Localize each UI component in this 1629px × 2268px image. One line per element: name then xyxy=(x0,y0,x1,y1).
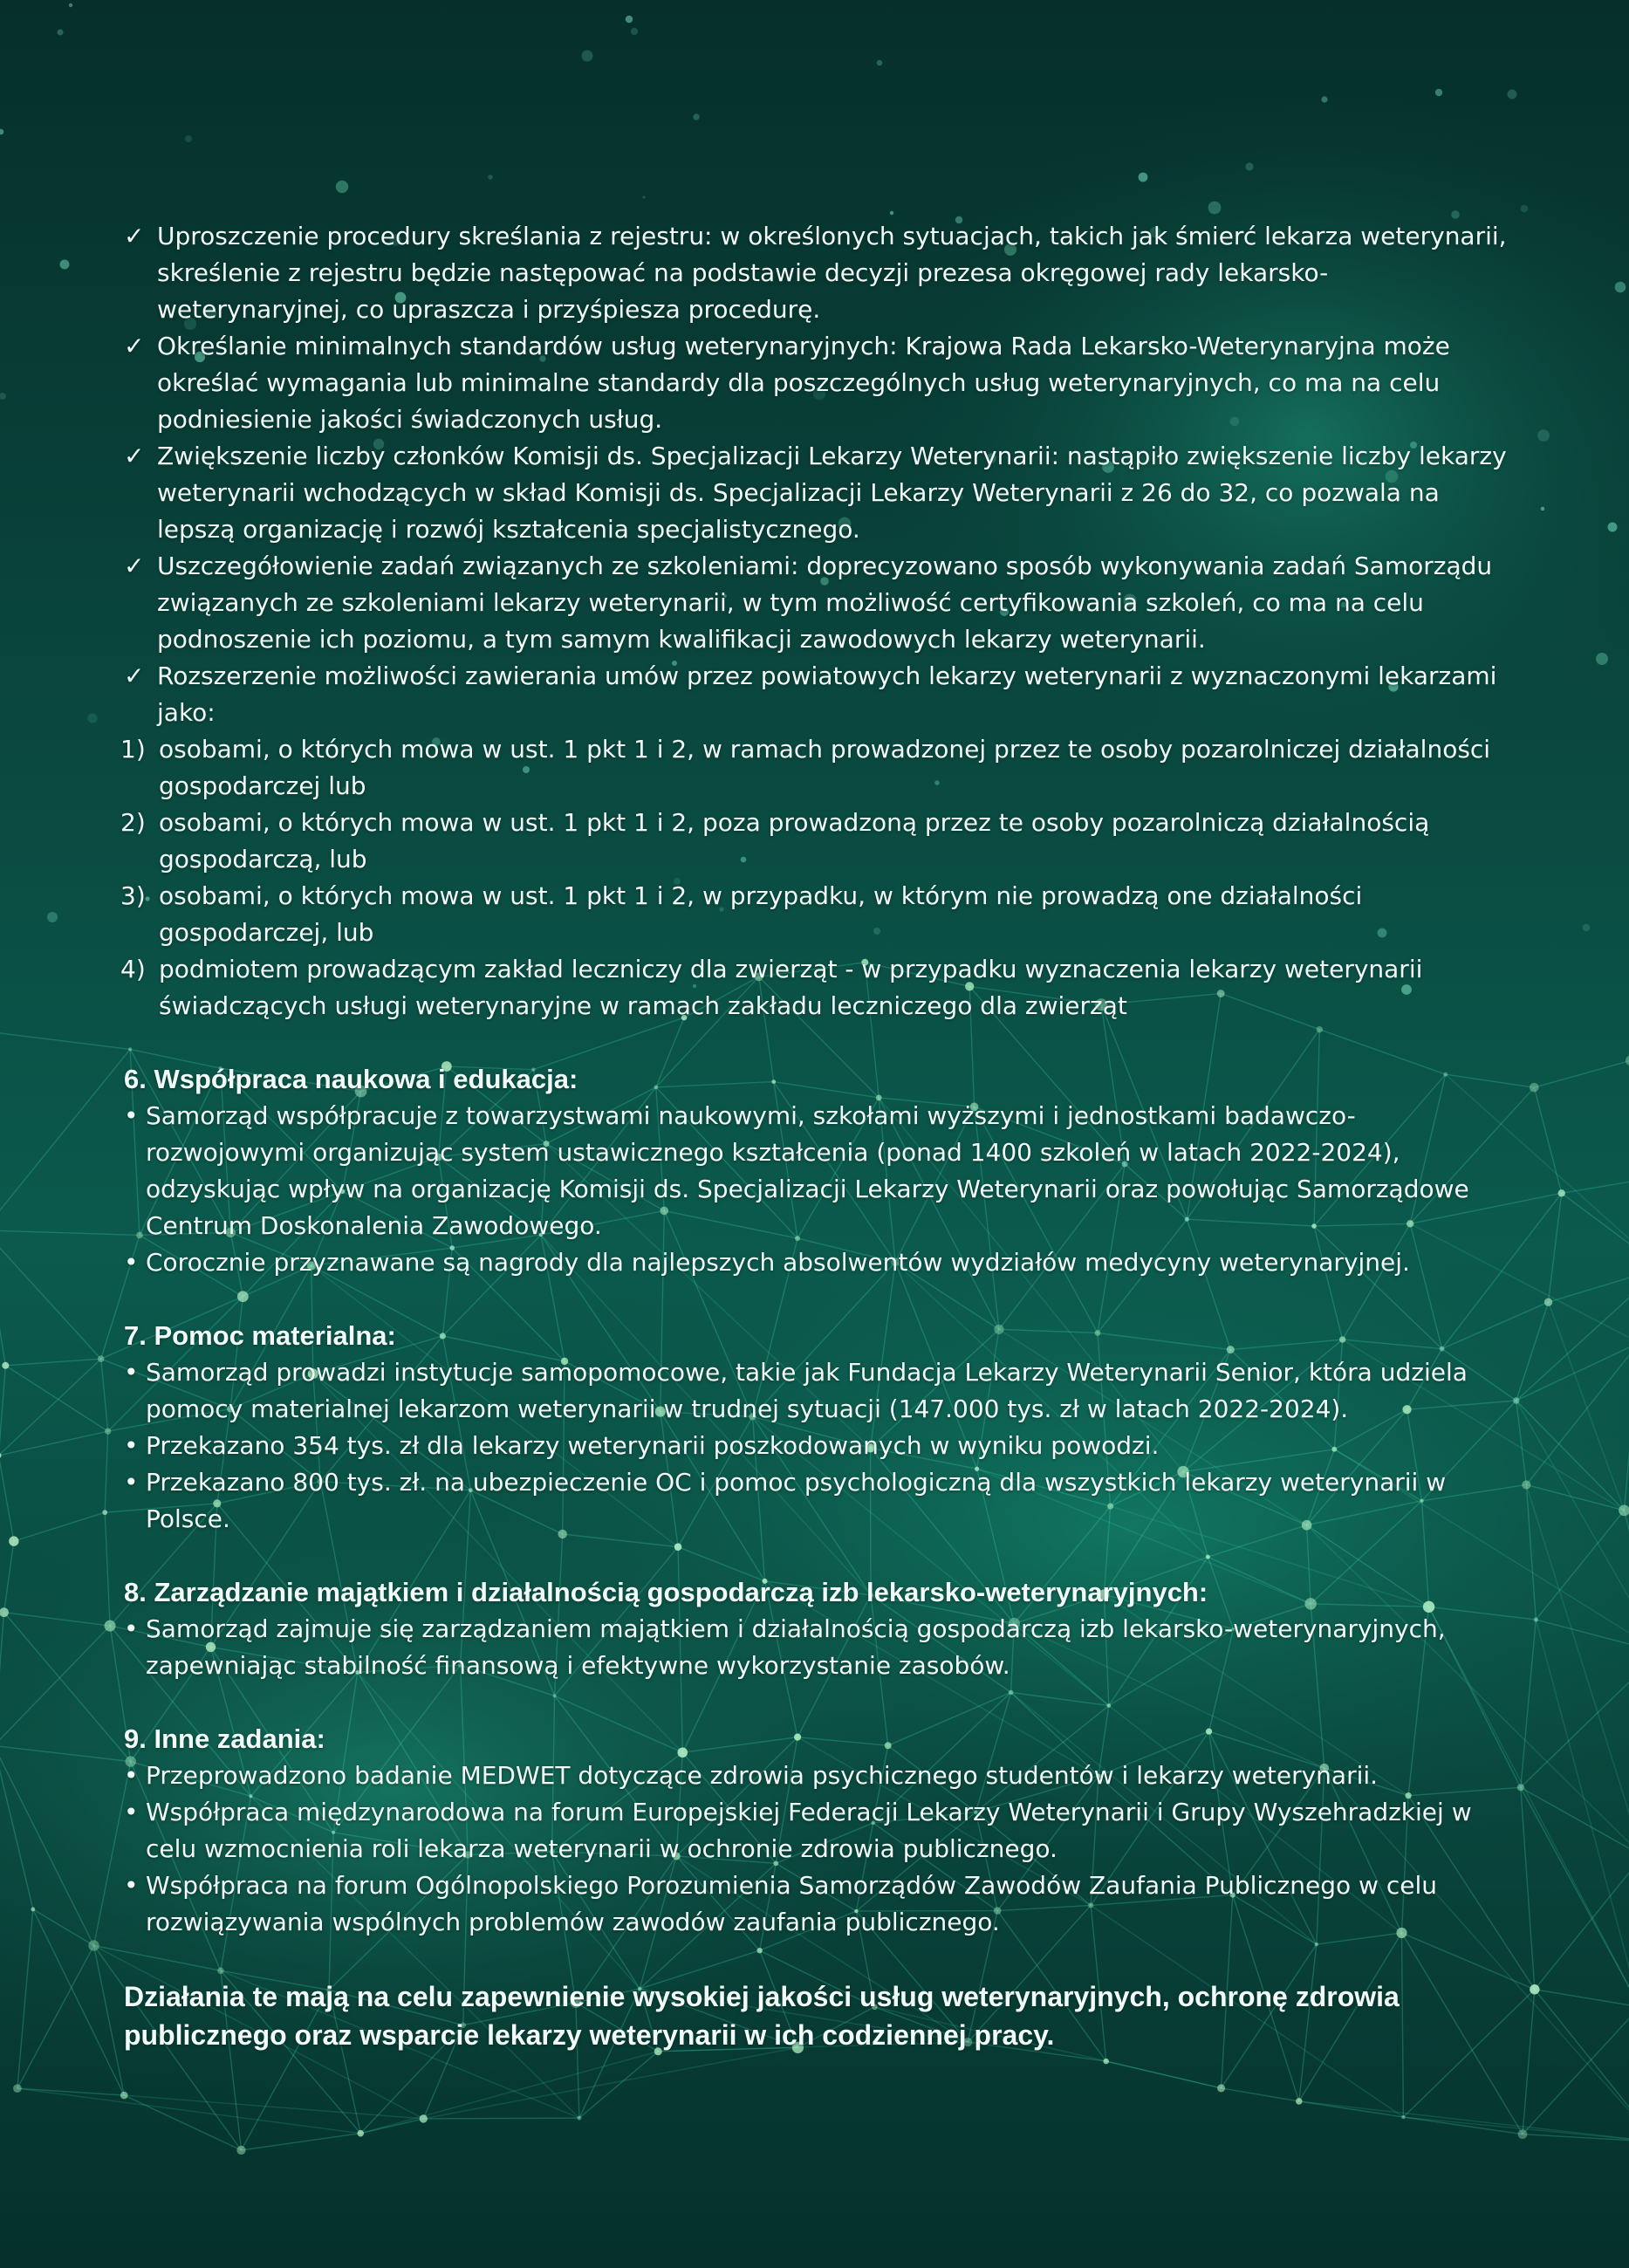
network-node xyxy=(2,1362,9,1369)
check-item-text: Zwiększenie liczby członków Komisji ds. Specjalizacji Lekarzy Weterynarii: nastąpiło zwiększenie liczby lekarzy weterynarii wchodzących w skład Komisji ds. Specjalizacji Lekarzy Weterynarii z 26 do 32, co pozwala na lepszą organizację i rozwój kształcenia specjalistycznego. xyxy=(157,442,1507,544)
bullet-item xyxy=(124,1611,1511,1684)
particle xyxy=(185,135,192,142)
network-node xyxy=(9,1536,18,1545)
particle xyxy=(890,211,893,215)
bullet-item xyxy=(124,1244,1511,1281)
numbered-list xyxy=(120,731,1511,1024)
check-list-item xyxy=(124,548,1511,658)
particle xyxy=(693,113,699,120)
particle xyxy=(1615,282,1626,293)
network-line xyxy=(1523,1990,1535,2134)
network-line xyxy=(17,2088,124,2095)
check-item-text: Uszczegółowienie zadań związanych ze szkoleniami: doprecyzowano sposób wykonywania zadań Samorządu związanych ze szkoleniami lekarzy weterynarii, w tym możliwość certyfikowania szkoleń, co ma na celu podnoszenie ich poziomu, a tym samym kwalifikacji zawodowych lekarzy weterynarii. xyxy=(157,552,1493,654)
network-line xyxy=(5,1366,107,1431)
particle xyxy=(1139,173,1148,182)
particle xyxy=(87,713,97,723)
particle xyxy=(1508,90,1517,99)
section-heading: 9. Inne zadania: xyxy=(124,1723,325,1754)
network-node xyxy=(1517,1784,1524,1791)
network-node xyxy=(102,1510,107,1515)
particle xyxy=(69,3,72,7)
network-line xyxy=(1535,1990,1629,2007)
list-number: 3) xyxy=(120,881,146,910)
network-node xyxy=(357,2130,364,2137)
network-node xyxy=(1104,2059,1109,2064)
network-node xyxy=(105,1428,111,1434)
numbered-list-item xyxy=(120,878,1511,951)
bullet-item xyxy=(124,1758,1511,1794)
network-line xyxy=(0,1456,14,1541)
particle xyxy=(1521,205,1529,213)
bullet-text: Samorząd prowadzi instytucje samopomocowe, takie jak Fundacja Lekarzy Weterynarii Senior, która udziela pomocy materialnej lekarzom weterynarii w trudnej sytuacji (147.000 tys. zł w latach 2022-2024). xyxy=(146,1358,1468,1423)
section-asset-management xyxy=(124,1574,1511,1684)
network-node xyxy=(13,2084,22,2093)
bullet-icon: • xyxy=(124,1248,139,1277)
bullet-icon: • xyxy=(124,1614,139,1643)
network-node xyxy=(420,2114,428,2122)
particle xyxy=(1321,96,1327,102)
bullet-text: Przekazano 800 tys. zł. na ubezpieczenie OC i pomoc psychologiczną dla wszystkich lekarzy weterynarii w Polsce. xyxy=(146,1468,1447,1533)
particle xyxy=(336,181,348,193)
network-line xyxy=(5,1359,100,1366)
network-node xyxy=(1401,2115,1405,2119)
particle xyxy=(582,51,593,62)
bullet-icon: • xyxy=(124,1468,139,1497)
network-line xyxy=(1534,1060,1629,1087)
network-line xyxy=(0,1049,130,1230)
particle xyxy=(0,393,6,400)
check-item-text: Rozszerzenie możliwości zawierania umów przez powiatowych lekarzy weterynarii z wyznaczonymi lekarzami jako: xyxy=(157,661,1497,727)
network-line xyxy=(1299,2101,1629,2141)
bullet-text: Przeprowadzono badanie MEDWET dotyczące zdrowia psychicznego studentów i lekarzy weterynarii. xyxy=(146,1761,1379,1790)
network-line xyxy=(241,2134,360,2150)
bullet-text: Samorząd zajmuje się zarządzaniem majątkiem i działalnością gospodarczą izb lekarsko-weterynaryjnych, zapewniając stabilność finansową i efektywne wykorzystanie zasobów. xyxy=(146,1614,1446,1680)
network-node xyxy=(98,1355,105,1362)
list-number: 4) xyxy=(120,955,146,983)
check-list-item xyxy=(124,438,1511,548)
check-icon: ✓ xyxy=(124,332,145,360)
check-list-item xyxy=(124,218,1511,328)
list-number: 2) xyxy=(120,808,146,837)
particle xyxy=(58,30,64,36)
numbered-item-text: osobami, o których mowa w ust. 1 pkt 1 i 2, w ramach prowadzonej przez te osoby pozarolniczej działalności gospodarczej lub xyxy=(159,735,1491,800)
particle xyxy=(60,260,70,270)
particle xyxy=(1583,924,1591,932)
particle xyxy=(626,16,633,24)
network-node xyxy=(120,2092,128,2100)
network-node xyxy=(1296,2098,1303,2105)
particle xyxy=(488,175,493,180)
check-icon: ✓ xyxy=(124,442,145,470)
network-line xyxy=(1222,2088,1299,2101)
check-icon: ✓ xyxy=(124,661,145,690)
bullet-item xyxy=(124,1428,1511,1464)
network-line xyxy=(0,1431,108,1456)
bullet-icon: • xyxy=(124,1101,139,1130)
network-node xyxy=(1217,2084,1225,2092)
check-icon: ✓ xyxy=(124,552,145,580)
network-line xyxy=(1534,1087,1561,1193)
check-list-item xyxy=(124,328,1511,438)
network-node xyxy=(1518,2129,1528,2139)
network-node xyxy=(88,1940,99,1950)
numbered-item-text: osobami, o których mowa w ust. 1 pkt 1 i 2, w przypadku, w którym nie prowadzą one działalności gospodarczej, lub xyxy=(159,881,1363,947)
network-line xyxy=(0,1230,101,1359)
network-line xyxy=(0,1031,130,1049)
particle xyxy=(1596,653,1608,665)
check-list xyxy=(124,218,1511,731)
network-node xyxy=(1530,1984,1539,1994)
document-body xyxy=(120,218,1511,2054)
network-node xyxy=(1626,1055,1629,1065)
bullet-item xyxy=(124,1794,1511,1867)
section-heading: 8. Zarządzanie majątkiem i działalnością gospodarczą izb lekarsko-weterynaryjnych: xyxy=(124,1577,1208,1607)
bullet-text: Corocznie przyznawane są nagrody dla najlepszych absolwentów wydziałów medycyny weterynaryjnej. xyxy=(146,1248,1410,1277)
network-node xyxy=(1534,1617,1538,1621)
particle xyxy=(1208,202,1222,215)
network-node xyxy=(105,1620,116,1632)
network-node xyxy=(1513,1397,1519,1403)
particle xyxy=(1435,89,1442,96)
network-line xyxy=(0,1230,140,1236)
particle xyxy=(877,60,883,66)
bullet-text: Współpraca międzynarodowa na forum Europejskiej Federacji Lekarzy Weterynarii i Grupy Wyszehradzkiej w celu wzmocnienia roli lekarza weterynarii w ochronie zdrowia publicznego. xyxy=(146,1798,1472,1863)
bullet-icon: • xyxy=(124,1761,139,1790)
particle xyxy=(47,912,58,922)
numbered-list-item xyxy=(120,951,1511,1024)
bullet-icon: • xyxy=(124,1871,139,1900)
particle xyxy=(631,28,638,35)
network-line xyxy=(1535,1856,1629,1990)
network-line xyxy=(423,2118,579,2119)
bullet-text: Przekazano 354 tys. zł dla lekarzy weterynarii poszkodowanych w wyniku powodzi. xyxy=(146,1431,1160,1460)
particle xyxy=(1245,162,1253,170)
bullet-icon: • xyxy=(124,1431,139,1460)
network-line xyxy=(1535,1990,1629,2142)
section-heading: 6. Współpraca naukowa i edukacja: xyxy=(124,1064,578,1094)
particle xyxy=(1537,429,1550,442)
network-node xyxy=(31,1908,35,1912)
numbered-item-text: podmiotem prowadzącym zakład leczniczy dla zwierząt - w przypadku wyznaczenia lekarzy weterynarii świadczących usługi weterynaryjne w ramach zakładu leczniczego dla zwierząt xyxy=(159,955,1423,1020)
closing-statement: Działania te mają na celu zapewnienie wysokiej jakości usług weterynaryjnych, ochronę zdrowia publicznego oraz wsparcie lekarzy weterynarii w ich codziennej pracy. xyxy=(124,1981,1400,2051)
network-line xyxy=(101,1359,108,1431)
section-science-education xyxy=(124,1061,1511,1281)
network-node xyxy=(1558,1189,1565,1196)
particle xyxy=(1608,523,1618,532)
bullet-text: Samorząd współpracuje z towarzystwami naukowymi, szkołami wyższymi i jednostkami badawczo-rozwojowymi organizując system ustawicznego kształcenia (ponad 1400 szkoleń w latach 2022-2024), odzyskując wpływ na organizację Komisji ds. Specjalizacji Lekarzy Weterynarii oraz powołując Samorządowe Centrum Doskonalenia Zawodowego. xyxy=(146,1101,1469,1240)
list-number: 1) xyxy=(120,735,146,764)
section-heading: 7. Pomoc materialna: xyxy=(124,1320,396,1351)
bullet-item xyxy=(124,1867,1511,1941)
network-line xyxy=(0,1359,101,1456)
bullet-icon: • xyxy=(124,1358,139,1387)
network-line xyxy=(1523,2007,1629,2134)
network-node xyxy=(577,2116,581,2121)
bullet-item xyxy=(124,1464,1511,1538)
network-line xyxy=(1106,2061,1222,2088)
network-node xyxy=(1544,1298,1552,1305)
numbered-list-item xyxy=(120,731,1511,805)
numbered-list-item xyxy=(120,805,1511,878)
check-item-text: Uproszczenie procedury skreślania z rejestru: w określonych sytuacjach, takich jak śmierć lekarza weterynarii, skreślenie z rejestru będzie następować na podstawie decyzji prezesa okręgowej rady lekarsko-weterynaryjnej, co upraszcza i przyśpiesza procedurę. xyxy=(157,222,1507,324)
numbered-item-text: osobami, o których mowa w ust. 1 pkt 1 i 2, poza prowadzoną przez te osoby pozarolniczą działalnością gospodarczą, lub xyxy=(159,808,1430,874)
particle xyxy=(0,129,3,135)
bullet-icon: • xyxy=(124,1798,139,1826)
bullet-item xyxy=(124,1354,1511,1428)
check-item-text: Określanie minimalnych standardów usług weterynaryjnych: Krajowa Rada Lekarsko-Weterynaryjna może określać wymagania lub minimalne standardy dla poszczególnych usług weterynaryjnych, co ma na celu podniesienie jakości świadczonych usług. xyxy=(157,332,1450,434)
section-other-tasks xyxy=(124,1721,1511,1941)
bullet-text: Współpraca na forum Ogólnopolskiego Porozumienia Samorządów Zawodów Zaufania Publicznego w celu rozwiązywania wspólnych problemów zawodów zaufania publicznego. xyxy=(146,1871,1437,1936)
particle xyxy=(1541,507,1545,511)
network-line xyxy=(1562,1178,1629,1194)
network-node xyxy=(236,2146,245,2155)
check-icon: ✓ xyxy=(124,222,145,250)
network-line xyxy=(0,1366,5,1456)
particle xyxy=(643,196,646,199)
network-node xyxy=(1530,1083,1539,1093)
section-material-aid xyxy=(124,1318,1511,1538)
network-node xyxy=(1522,1480,1530,1489)
bullet-item xyxy=(124,1098,1511,1244)
check-list-item xyxy=(124,658,1511,731)
